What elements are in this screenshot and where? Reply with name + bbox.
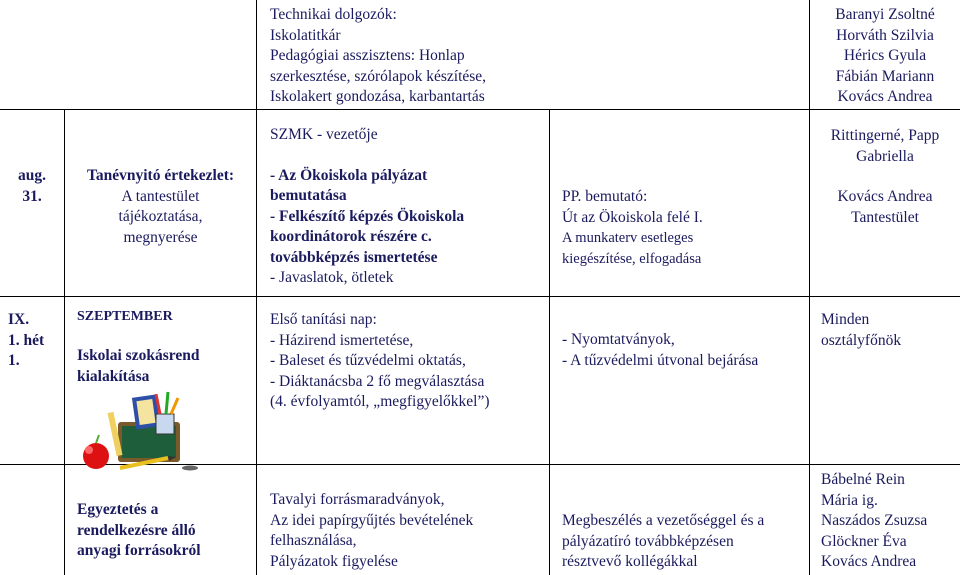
col-divider-3 [549,109,550,575]
date-cell: aug. 31. [18,167,46,205]
responsible-cell: Rittingerné, Papp Gabriella Kovács Andrea Tantestület [830,127,940,226]
first-day-responsible: Minden osztályfőnök [821,311,902,349]
funds-responsible: Bábelné Rein Mária ig. Naszádos Zsuzsa Glöckner Éva Kovács Andrea [821,471,928,570]
first-day-description: Első tanítási nap: - Házirend ismertetése, - Baleset és tűzvédelmi oktatás, - Diáktanácsba 2 fő megválasztása (4. évfolyamtól, „megfigyelőkkel”) [270,311,490,410]
funds-task-cell: Egyeztetés a rendelkezésre álló anyagi forrásokról [77,501,201,559]
week-cell: IX. 1. hét 1. [8,311,45,369]
funds-description: Tavalyi forrásmaradványok, Az idei papírgyűjtés bevételének felhasználása, Pályázatok figyelése [270,491,474,570]
staff-responsible-cell: Baranyi Zsoltné Horváth Szilvia Hérics Gyula Fábián Mariann Kovács Andrea [835,6,935,105]
month-label: SZEPTEMBER [77,309,173,324]
staff-cell: Technikai dolgozók: Iskolatitkár Pedagógiai asszisztens: Honlap szerkesztése, szórólapok készítése, Iskolakert gondozása, karbantartás [270,6,487,105]
method-cell: PP. bemutató: Út az Ökoiskola felé I. A munkaterv esetleges kiegészítése, elfogadása [562,188,703,267]
row-divider-2 [0,296,960,297]
first-day-method: - Nyomtatványok, - A tűzvédelmi útvonal bejárása [562,331,759,369]
funds-method: Megbeszélés a vezetőséggel és a pályázatíró továbbképzésen résztvevő kollégákkal [562,512,765,570]
description-cell: SZMK - vezetője - Az Ökoiskola pályázat bemutatása - Felkészítő képzés Ökoiskola koordinátorok részére c. továbbképzés ismertetése - Javaslatok, ötletek [270,126,465,286]
row-divider-1 [0,109,960,110]
school-supplies-clipart [72,388,202,474]
event-cell: Tanévnyitó értekezlet: A tantestület tájékoztatása, megnyerése [86,167,235,246]
task-cell: Iskolai szokásrend kialakítása [77,347,200,385]
col-divider-2 [256,0,257,575]
